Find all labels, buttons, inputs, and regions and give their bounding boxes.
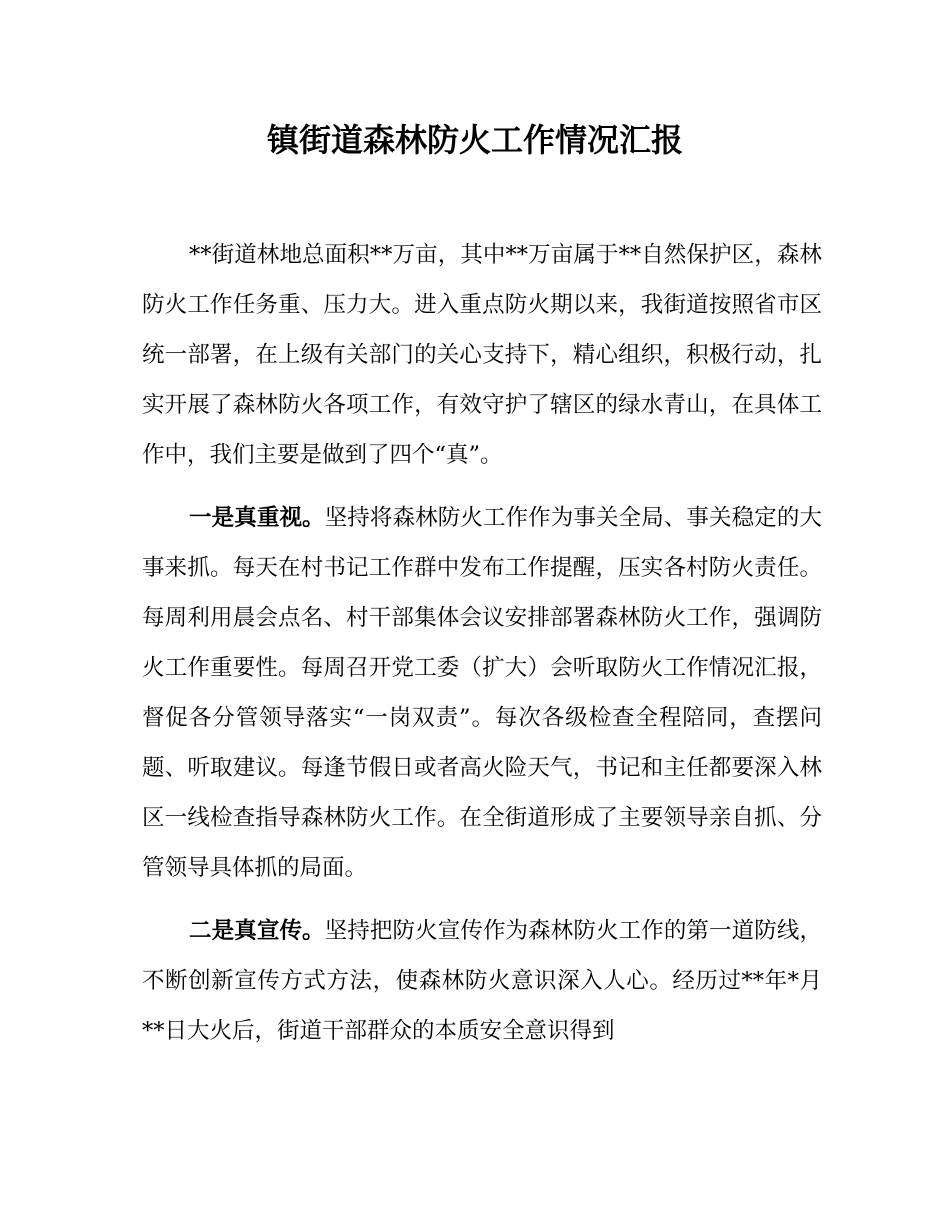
document-body xyxy=(142,230,822,1069)
section-1-heading: 一是真重视。 xyxy=(189,505,325,531)
section-paragraph-1 xyxy=(142,493,822,893)
intro-paragraph: **街道林地总面积**万亩，其中**万亩属于**自然保护区，森林防火工作任务重、压力大。进入重点防火期以来，我街道按照省市区统一部署，在上级有关部门的关心支持下，精心组织，积极行动，扎实开展了森林防火各项工作，有效守护了辖区的绿水青山，在具体工作中，我们主要是做到了四个“真”。 xyxy=(142,242,822,468)
document-title: 镇街道森林防火工作情况汇报 xyxy=(266,121,683,159)
section-2-text: 坚持把防火宣传作为森林防火工作的第一道防线，不断创新宣传方式方法，使森林防火意识深入人心。经历过**年*月**日大火后，街道干部群众的本质安全意识得到 xyxy=(142,918,822,1044)
section-2-heading: 二是真宣传。 xyxy=(189,918,325,944)
section-paragraph-2 xyxy=(142,906,822,1056)
section-1-text: 坚持将森林防火工作作为事关全局、事关稳定的大事来抓。每天在村书记工作群中发布工作提醒，压实各村防火责任。每周利用晨会点名、村干部集体会议安排部署森林防火工作，强调防火工作重要性。每周召开党工委（扩大）会听取防火工作情况汇报，督促各分管领导落实“一岗双责”。每次各级检查全程陪同，查摆问题、听取建议。每逢节假日或者高火险天气，书记和主任都要深入林区一线检查指导森林防火工作。在全街道形成了主要领导亲自抓、分管领导具体抓的局面。 xyxy=(142,505,822,881)
